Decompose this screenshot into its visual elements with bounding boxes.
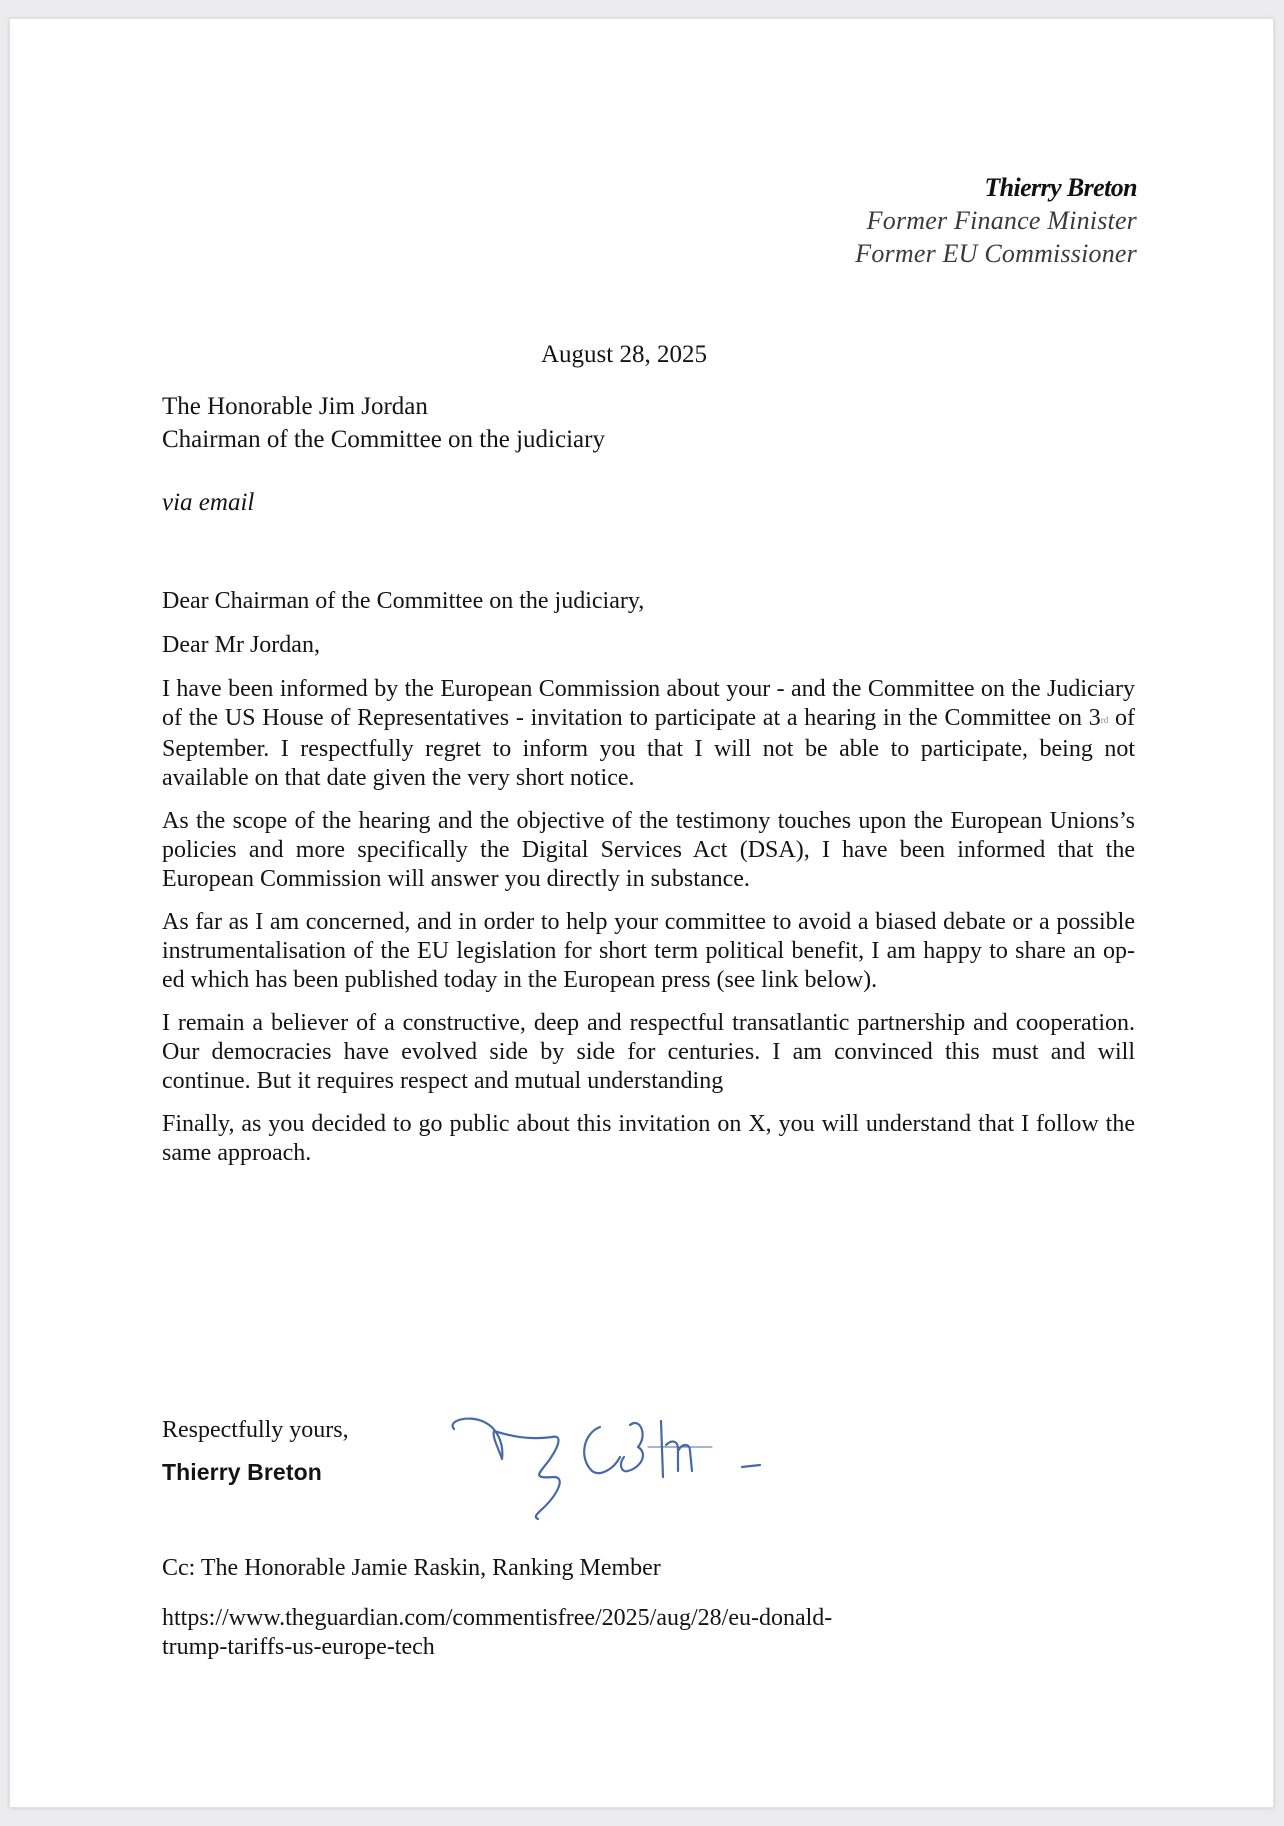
link-line: https://www.theguardian.com/commentisfree/2025/aug/28/eu-donald-	[162, 1605, 833, 1631]
paragraph-text: of September. I respectfully regret to inform you that I will not be able to participate, being not available on that date given the very short notice.	[162, 705, 1135, 791]
recipient-title: Chairman of the Committee on the judiciary	[162, 426, 605, 453]
valediction: Respectfully yours,	[162, 1417, 349, 1443]
sender-title: Former EU Commissioner	[855, 239, 1137, 268]
signer-name: Thierry Breton	[162, 1459, 322, 1485]
paragraph-text: I have been informed by the European Commission about your - and the Committee on the Judiciary of the US House of Representatives - invitation to participate at a hearing in the Committee on 3	[162, 676, 1135, 731]
salutation: Dear Mr Jordan,	[162, 632, 320, 658]
paragraph-scope: As the scope of the hearing and the objective of the testimony touches upon the European Unions’s policies and more specifically the Digital Services Act (DSA), I have been informed that the European Commission will answer you directly in substance.	[162, 808, 1135, 892]
paragraph-partnership: I remain a believer of a constructive, deep and respectful transatlantic partnership and cooperation. Our democracies have evolved side by side for centuries. I am convinced this must and will continue. But it requires respect and mutual understanding	[162, 1010, 1135, 1094]
handwritten-signature-icon	[442, 1407, 782, 1532]
delivery-method: via email	[162, 489, 255, 516]
paragraph-public: Finally, as you decided to go public about this invitation on X, you will understand that I follow the same approach.	[162, 1111, 1135, 1166]
paragraph-invitation	[162, 675, 1135, 793]
op-ed-link[interactable]	[162, 1604, 1062, 1662]
sender-block	[855, 171, 1137, 270]
letter-body	[162, 587, 1135, 1182]
cc-line: Cc: The Honorable Jamie Raskin, Ranking Member	[162, 1555, 661, 1581]
recipient-name: The Honorable Jim Jordan	[162, 393, 428, 420]
sender-name: Thierry Breton	[984, 173, 1137, 202]
recipient-block	[162, 390, 605, 456]
letter-date: August 28, 2025	[541, 341, 707, 368]
sender-title: Former Finance Minister	[866, 206, 1137, 235]
ordinal-suffix: rd	[1100, 715, 1109, 725]
paragraph-op-ed: As far as I am concerned, and in order to help your committee to avoid a biased debate or a possible instrumentalisation of the EU legislation for short term political benefit, I am happy to share an op-ed which has been published today in the European press (see link below).	[162, 909, 1135, 993]
link-line: trump-tariffs-us-europe-tech	[162, 1634, 435, 1660]
letter-page	[9, 18, 1274, 1808]
salutation: Dear Chairman of the Committee on the judiciary,	[162, 588, 645, 614]
closing-block	[162, 1409, 349, 1493]
